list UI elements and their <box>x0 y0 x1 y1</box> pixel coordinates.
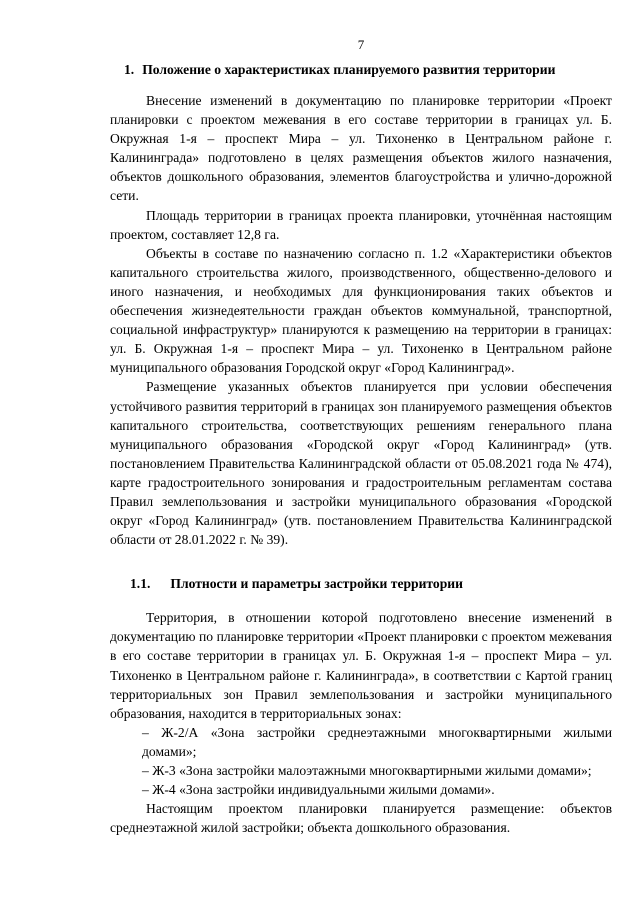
subsection-heading <box>110 575 612 592</box>
paragraph: Территория, в отношении которой подготовлено внесение изменений в документацию по планировке территории «Проект планировки с проектом межевания в его составе территории в границах ул. Б. Окружная 1-я – проспект Мира – ул. Тихоненко в Центральном районе г. Калининграда», в соответствии с Картой границ территориальных зон Правил землепользования и застройки муниципального образования, находится в территориальных зонах: <box>110 610 612 721</box>
zone-list-item: – Ж-3 «Зона застройки малоэтажными многоквартирными жилыми домами»; <box>142 763 592 778</box>
page-number: 7 <box>357 37 365 52</box>
subsection-number: 1.1. <box>130 576 151 592</box>
section-number: 1. <box>124 62 135 77</box>
paragraph: Площадь территории в границах проекта планировки, уточнённая настоящим проектом, составляет 12,8 га. <box>110 207 612 242</box>
paragraph: Настоящим проектом планировки планируется размещение: объектов среднеэтажной жилой застройки; объекта дошкольного образования. <box>110 801 612 836</box>
section-title: Положение о характеристиках планируемого развития территории <box>142 62 556 77</box>
paragraph: Внесение изменений в документацию по планировке территории «Проект планировки с проектом межевания в его составе территории в границах ул. Б. Окружная 1-я – проспект Мира – ул. Тихоненко в Центральном районе г. Калининграда» подготовлено в целях размещения объектов жилого назначения, объектов дошкольного образования, элементов благоустройства и улично-дорожной сети. <box>110 93 612 204</box>
zone-list-item: – Ж-2/А «Зона застройки среднеэтажными многоквартирными жилыми домами»; <box>142 724 612 759</box>
section-heading <box>110 61 612 78</box>
paragraph: Объекты в составе по назначению согласно п. 1.2 «Характеристики объектов капитального строительства жилого, производственного, общественно-делового и иного назначения, и необходимых для функционирования таких объектов и обеспечения жизнедеятельности граждан объектов коммунальной, транспортной, социальной инфраструктур» планируются к размещению на территории в границах: ул. Б. Окружная 1-я – проспект Мира – ул. Тихоненко в Центральном районе муниципального образования Городской округ «Город Калининград». <box>110 245 612 376</box>
zone-list-item: – Ж-4 «Зона застройки индивидуальными жилыми домами». <box>142 782 495 798</box>
paragraph: Размещение указанных объектов планируется при условии обеспечения устойчивого развития территорий в границах зон планируемого размещения объектов капитального строительства, соответствующих решениям генерального плана муниципального образования «Городской округ «Город Калининград» (утв. постановлением Правительства Калининградской области от 05.08.2021 года № 474), карте градостроительного зонирования и градостроительным регламентам состава Правил землепользования и застройки муниципального образования «Городской округ «Город Калининград» (утв. постановлением Правительства Калининградской области от 28.01.2022 г. № 39). <box>110 379 612 548</box>
subsection-title: Плотности и параметры застройки территории <box>170 576 463 592</box>
